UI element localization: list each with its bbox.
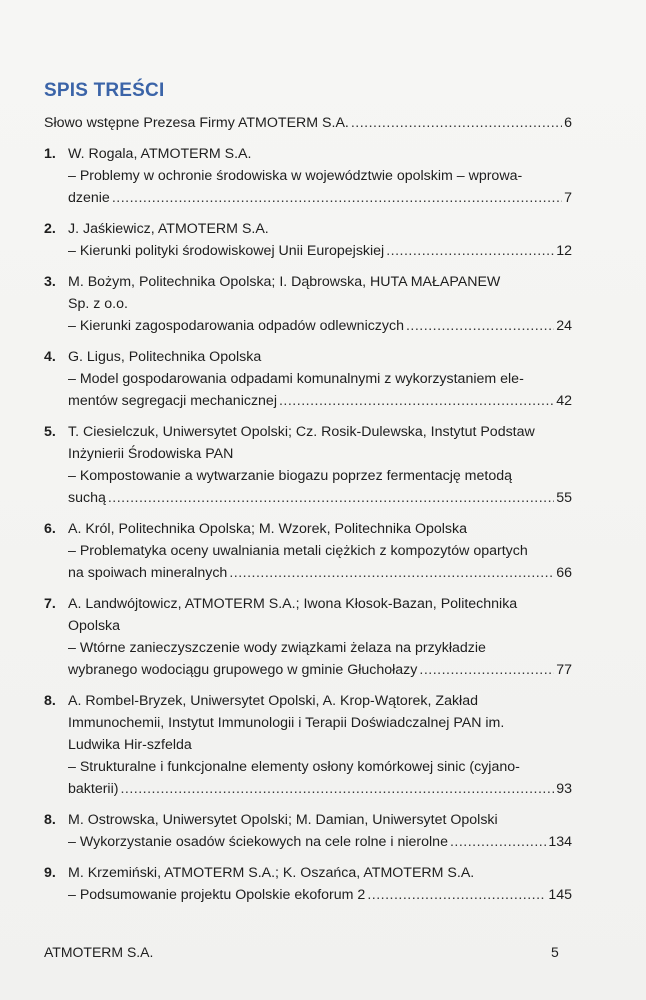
toc-entry-line: W. Rogala, ATMOTERM S.A. — [68, 146, 252, 162]
toc-entry-line: M. Bożym, Politechnika Opolska; I. Dąbrowska, HUTA MAŁAPANEW — [68, 274, 501, 290]
toc-entry — [44, 271, 572, 337]
dot-leader — [108, 487, 554, 509]
toc-entry-line: mentów segregacji mechanicznej — [68, 393, 277, 409]
toc-intro-text: Słowo wstępne Prezesa Firmy ATMOTERM S.A. — [44, 115, 349, 131]
toc-entry-line: Ludwika Hir-szfelda — [68, 737, 192, 753]
toc-entry-line: – Kierunki polityki środowiskowej Unii Europejskiej — [68, 243, 385, 259]
toc-entry — [44, 809, 572, 853]
toc-entry — [44, 421, 572, 509]
toc-entry-number: 1. — [44, 146, 56, 162]
dot-leader — [229, 562, 554, 584]
toc-entry-line: Inżynierii Środowiska PAN — [68, 446, 234, 462]
toc-entry — [44, 143, 572, 209]
toc-entry-line: wybranego wodociągu grupowego w gminie Głuchołazy — [68, 662, 418, 678]
toc-entry-line: Immunochemii, Instytut Immunologii i Terapii Doświadczalnej PAN im. — [68, 715, 505, 731]
toc-entry-line: Opolska — [68, 618, 121, 634]
toc-entry-number: 2. — [44, 221, 56, 237]
toc-entry-page: 77 — [556, 662, 572, 678]
toc-entry-final-line — [68, 315, 572, 337]
toc-entry-line: – Kierunki zagospodarowania odpadów odlewniczych — [68, 318, 404, 334]
toc-entry-final-line — [68, 562, 572, 584]
toc-entry-page: 42 — [556, 393, 572, 409]
dot-leader — [419, 659, 554, 681]
toc-entry-line: A. Landwójtowicz, ATMOTERM S.A.; Iwona Kłosok-Bazan, Politechnika — [68, 596, 518, 612]
dot-leader — [120, 778, 554, 800]
dot-leader — [112, 187, 562, 209]
toc-entry-page: 7 — [564, 190, 572, 206]
toc-entry-line: – Problematyka oceny uwalniania metali ciężkich z kompozytów opartych — [68, 543, 528, 559]
toc-entry-line: A. Rombel-Bryzek, Uniwersytet Opolski, A. Krop-Wątorek, Zakład — [68, 693, 478, 709]
toc-entry-page: 66 — [556, 565, 572, 581]
toc-entry-page: 55 — [556, 490, 572, 506]
toc-intro-entry — [44, 112, 572, 134]
toc-entry-line: M. Krzemiński, ATMOTERM S.A.; K. Oszańca, ATMOTERM S.A. — [68, 865, 475, 881]
dot-leader — [351, 112, 562, 134]
toc-entry-number: 4. — [44, 349, 56, 365]
toc-entry — [44, 862, 572, 906]
toc-entry-final-line — [68, 240, 572, 262]
toc-entry-line: G. Ligus, Politechnika Opolska — [68, 349, 262, 365]
toc-entry-number: 5. — [44, 424, 56, 440]
toc-entry-line: na spoiwach mineralnych — [68, 565, 228, 581]
dot-leader — [450, 831, 546, 853]
toc-entry-final-line — [68, 390, 572, 412]
toc-entry-final-line — [68, 487, 572, 509]
dot-leader — [406, 315, 554, 337]
toc-entry-line: J. Jaśkiewicz, ATMOTERM S.A. — [68, 221, 269, 237]
toc-entry — [44, 218, 572, 262]
toc-entries — [44, 143, 572, 906]
toc-entry-number: 9. — [44, 865, 56, 881]
toc-entry — [44, 690, 572, 800]
toc-entry-line: – Model gospodarowania odpadami komunalnymi z wykorzystaniem ele- — [68, 371, 524, 387]
toc-entry-number: 3. — [44, 274, 56, 290]
toc-entry-line: T. Ciesielczuk, Uniwersytet Opolski; Cz. Rosik-Dulewska, Instytut Podstaw — [68, 424, 535, 440]
toc-intro-page: 6 — [564, 115, 572, 131]
toc-entry-line: – Kompostowanie a wytwarzanie biogazu poprzez fermentację metodą — [68, 468, 512, 484]
toc-entry-line: – Wtórne zanieczyszczenie wody związkami żelaza na przykładzie — [68, 640, 486, 656]
toc-entry-line: – Problemy w ochronie środowiska w województwie opolskim – wprowa- — [68, 168, 523, 184]
toc-entry-line: dzenie — [68, 190, 110, 206]
toc-entry-page: 24 — [556, 318, 572, 334]
dot-leader — [279, 390, 554, 412]
toc-entry-number: 6. — [44, 521, 56, 537]
toc-entry-page: 93 — [556, 781, 572, 797]
toc-title: SPIS TREŚCI — [44, 80, 165, 101]
toc-entry-page: 134 — [548, 834, 572, 850]
toc-entry-line: – Strukturalne i funkcjonalne elementy osłony komórkowej sinic (cyjano- — [68, 759, 520, 775]
toc-entry-line: bakterii) — [68, 781, 119, 797]
toc-entry-line: – Podsumowanie projektu Opolskie ekoforum 2 — [68, 887, 366, 903]
footer-publisher: ATMOTERM S.A. — [44, 944, 154, 960]
toc-entry-line: Sp. z o.o. — [68, 296, 128, 312]
toc-entry-line: M. Ostrowska, Uniwersytet Opolski; M. Damian, Uniwersytet Opolski — [68, 812, 498, 828]
footer-page-number: 5 — [551, 944, 559, 960]
toc-entry — [44, 593, 572, 681]
toc-entry-number: 7. — [44, 596, 56, 612]
toc-entry-final-line — [68, 884, 572, 906]
table-of-contents — [44, 112, 572, 906]
toc-entry — [44, 346, 572, 412]
toc-entry-number: 8. — [44, 812, 56, 828]
toc-entry-line: suchą — [68, 490, 106, 506]
dot-leader — [367, 884, 546, 906]
dot-leader — [386, 240, 554, 262]
toc-entry-line: – Wykorzystanie osadów ściekowych na cele rolne i nierolne — [68, 834, 448, 850]
toc-entry-final-line — [68, 778, 572, 800]
toc-entry-line: A. Król, Politechnika Opolska; M. Wzorek, Politechnika Opolska — [68, 521, 467, 537]
toc-entry-page: 145 — [548, 887, 572, 903]
toc-entry-number: 8. — [44, 693, 56, 709]
toc-entry-final-line — [68, 659, 572, 681]
toc-entry-final-line — [68, 187, 572, 209]
toc-entry — [44, 518, 572, 584]
toc-entry-final-line — [68, 831, 572, 853]
toc-entry-page: 12 — [556, 243, 572, 259]
